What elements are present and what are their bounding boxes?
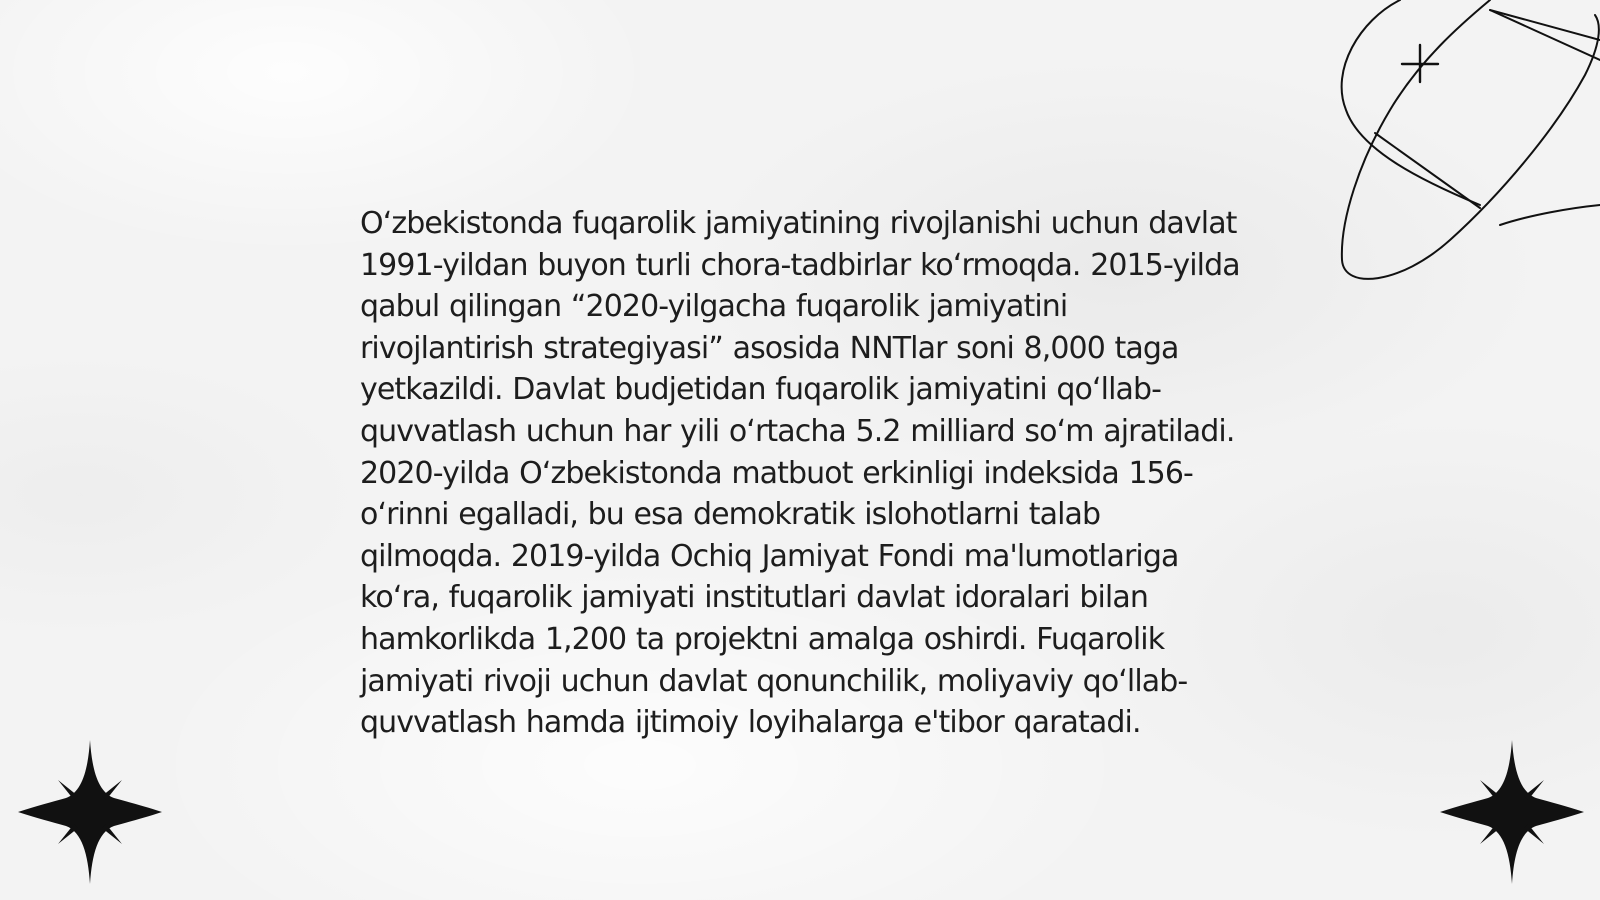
four-point-star-icon [18,740,162,884]
orbit-sparkle-icon [1340,0,1600,300]
body-paragraph: O‘zbekistonda fuqarolik jamiyatining rivojlanishi uchun davlat 1991-yildan buyon turli chora-tadbirlar ko‘rmoqda. 2015-yilda qabul qilingan “2020-yilgacha fuqarolik jamiyatini rivojlantirish strategiyasi” asosida NNTlar soni 8,000 taga yetkazildi. Davlat budjetidan fuqarolik jamiyatini qo‘llab-quvvatlash uchun har yili o‘rtacha 5.2 milliard so‘m ajratiladi. 2020-yilda O‘zbekistonda matbuot erkinligi indeksida 156-o‘rinni egalladi, bu esa demokratik islohotlarni talab qilmoqda. 2019-yilda Ochiq Jamiyat Fondi ma'lumotlariga ko‘ra, fuqarolik jamiyati institutlari davlat idoralari bilan hamkorlikda 1,200 ta projektni amalga oshirdi. Fuqarolik jamiyati rivoji uchun davlat qonunchilik, moliyaviy qo‘llab-quvvatlash hamda ijtimoiy loyihalarga e'tibor qaratadi. [360,206,1240,741]
four-point-star-icon [1440,740,1584,884]
